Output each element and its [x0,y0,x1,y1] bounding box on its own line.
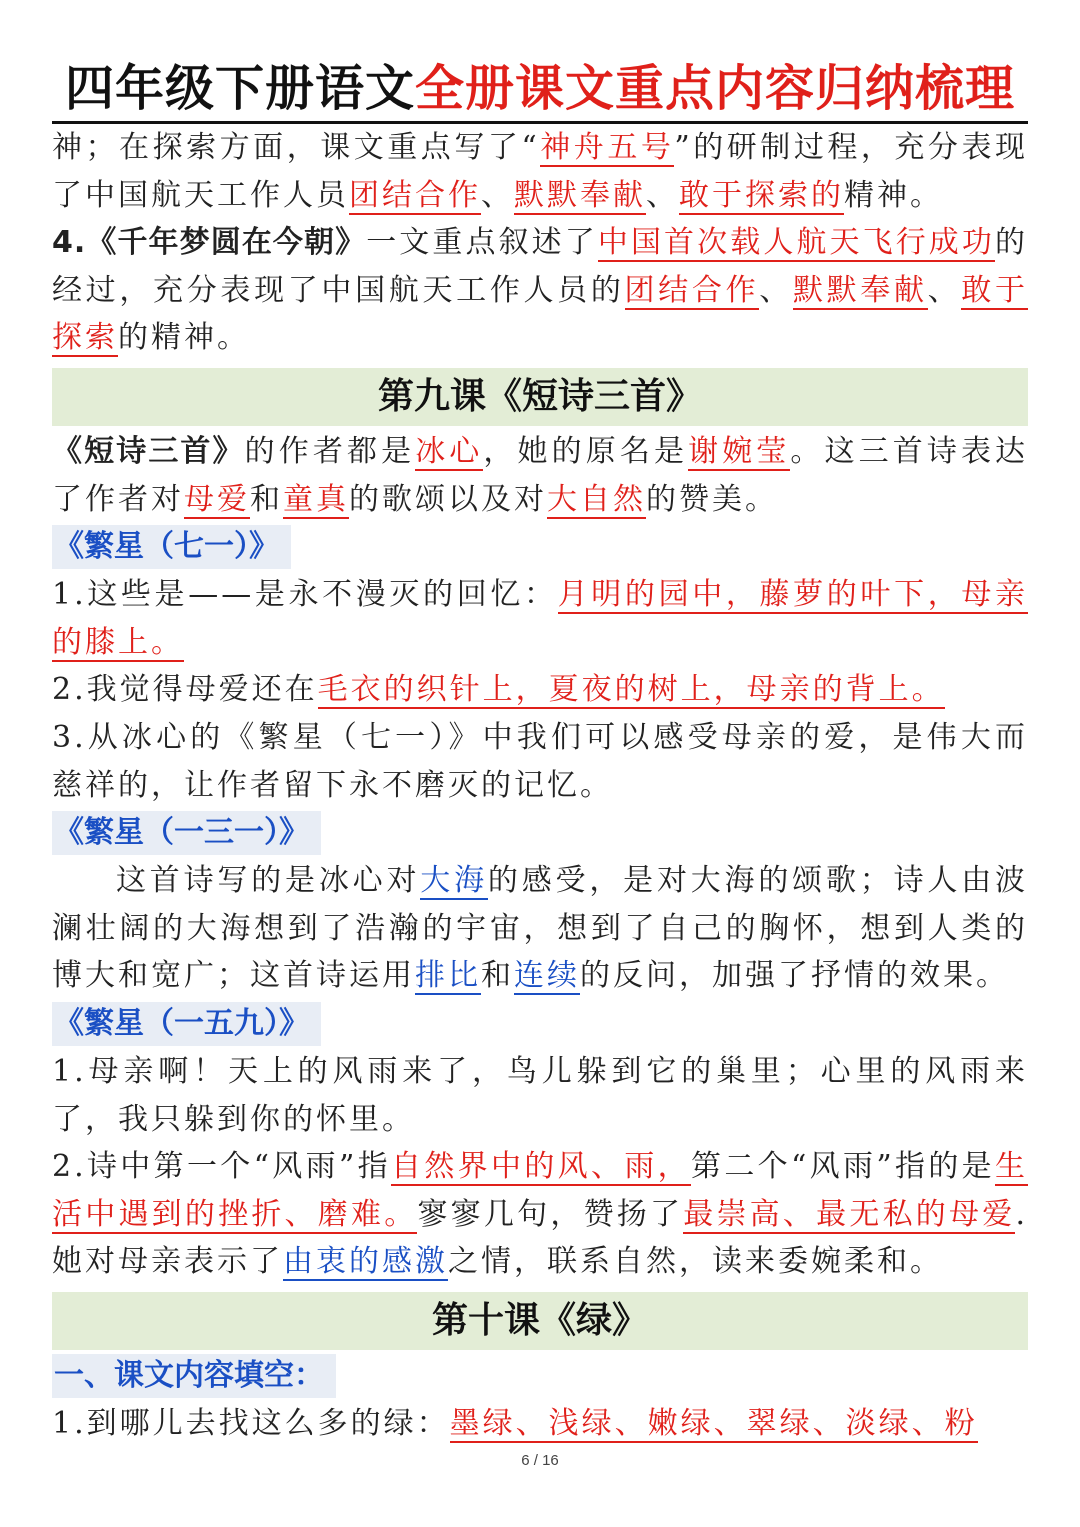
lesson-ref-bold: 《短诗三首》 [52,433,245,469]
answer-red: 神舟五号 [539,130,675,165]
answer-red: 月明的园中，藤萝的叶下，母亲的膝上。 [52,577,1029,660]
poem159-line2 [52,1143,1028,1286]
text: ”的研制过程，充分表现了中国航天工作人员 [52,130,1028,213]
paragraph-shenzhou [52,124,1028,219]
poem71-line3: 3.从冰心的《繁星（七一）》中我们可以感受母亲的爱，是伟大而慈祥的，让作者留下永不磨灭的记忆。 [52,719,1028,803]
poem71-line1 [52,571,1028,666]
lesson9-heading: 第九课《短诗三首》 [52,368,1028,426]
answer-red: 自然界中的风、雨， [390,1149,691,1185]
text: 的歌颂以及对 [349,481,547,517]
poem131-paragraph [52,857,1028,1000]
answer-red: 毛衣的织针上，夏夜的树上，母亲的背上。 [317,672,945,708]
answer-red: 生活中遇到的挫折、磨难。 [52,1149,1029,1232]
text: 的经过，充分表现了中国航天工作人员的 [52,225,1028,308]
answer-blue: 由衷的感激 [283,1244,448,1280]
answer-red: 最崇高、最无私的母爱 [683,1196,1016,1232]
text: 2.诗中第一个“风雨”指 [52,1149,391,1185]
answer-blue: 大海 [420,863,488,899]
text: 一文重点叙述了 [366,225,598,261]
paragraph-qiannian [52,219,1028,362]
text: 的精神。 [118,320,250,356]
answer-red: 母爱 [184,481,250,517]
page-number: 6 / 16 [521,1452,559,1469]
answer-red: 谢婉莹 [688,433,791,469]
lesson-ref-bold: 4.《千年梦圆在今朝》 [52,225,367,261]
text: 、 [927,272,962,308]
answer-blue: 排比 [415,958,481,994]
lesson9-intro [52,428,1028,523]
text: 的反问，加强了抒情的效果。 [580,958,1009,994]
text: 和 [250,481,283,517]
answer-red: 敢于探索 [52,272,1029,356]
title-black-part: 四年级下册语文 [64,60,415,117]
title-red-part: 全册课文重点内容归纳梳理 [415,60,1016,117]
text: 的赞美。 [646,481,778,517]
text: 这首诗写的是冰心对 [116,863,421,899]
answer-red: 敢于探索的 [679,177,844,213]
text: 、 [481,177,514,213]
text: 1.到哪儿去找这么多的绿： [52,1405,450,1441]
text: 之情，联系自然，读来委婉柔和。 [448,1244,943,1280]
text: 第二个“风雨”指的是 [691,1149,996,1185]
document-body [52,124,1028,1447]
text: 。这三首诗表达了作者对 [52,433,1029,517]
text: 和 [481,958,514,994]
poem71-heading: 《繁星（七一）》 [52,525,291,569]
answer-red: 默默奉献 [514,177,646,213]
text: 、 [646,177,679,213]
lesson10-heading: 第十课《绿》 [52,1292,1028,1350]
answer-red: 团结合作 [349,177,481,213]
text: ，她的原名是 [483,433,689,469]
lesson10-section-heading: 一、课文内容填空： [52,1354,336,1398]
text: 精神。 [844,177,943,213]
answer-blue: 连续 [514,958,580,994]
answer-red: 墨绿、浅绿、嫩绿、翠绿、淡绿、粉 [449,1405,978,1441]
poem159-line1: 1.母亲啊！天上的风雨来了，鸟儿躲到它的巢里；心里的风雨来了，我只躲到你的怀里。 [52,1053,1028,1137]
page-title [0,58,1080,120]
text: 1.这些是——是永不漫灭的回忆： [52,577,558,613]
answer-red: 默默奉献 [792,272,928,308]
text: 2.我觉得母爱还在 [52,672,318,708]
text: 、 [759,272,793,308]
answer-red: 中国首次载人航天飞行成功 [597,225,995,261]
text: 的作者都是 [244,433,416,469]
text: 寥寥几句，赞扬了 [417,1196,684,1232]
answer-red: 大自然 [547,481,646,517]
poem131-heading: 《繁星（一三一）》 [52,811,321,855]
lesson10-line1 [52,1400,1028,1448]
answer-red: 童真 [283,481,349,517]
answer-red: 团结合作 [624,272,760,308]
poem159-heading: 《繁星（一五九）》 [52,1002,321,1046]
text: .她对母亲表示了 [52,1196,1029,1280]
poem71-line2 [52,666,1028,714]
answer-red: 冰心 [415,433,484,469]
text: 的感受，是对大海的颂歌；诗人由波澜壮阔的大海想到了浩瀚的宇宙，想到了自己的胸怀，想到人类的博大和宽广；这首诗运用 [52,863,1029,994]
text: 神；在探索方面，课文重点写了“ [52,130,540,165]
